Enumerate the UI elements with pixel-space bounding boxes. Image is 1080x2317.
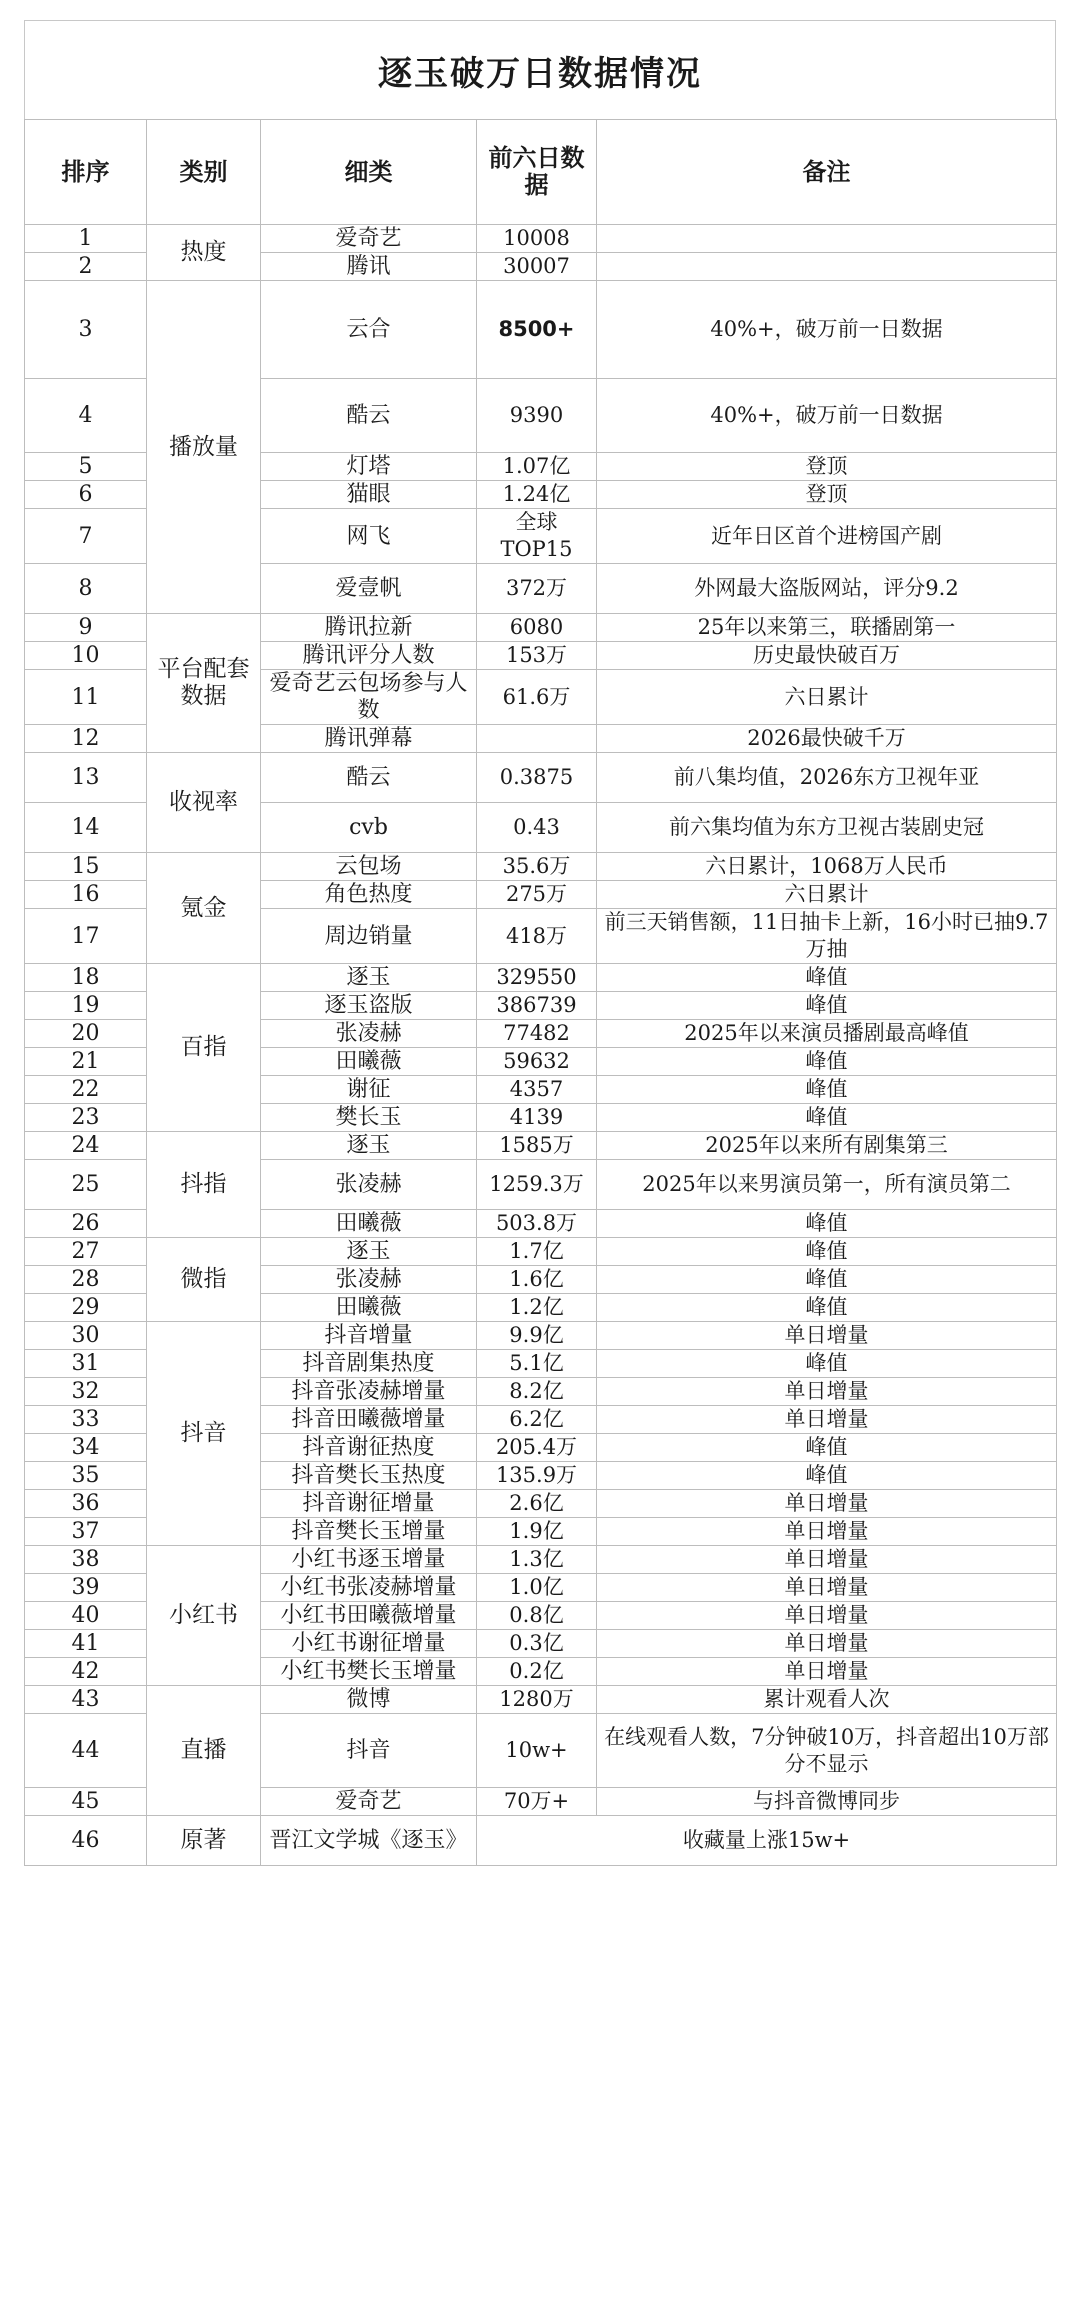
value-cell: 275万	[477, 881, 597, 909]
table-body	[25, 225, 1057, 1866]
note-cell: 前三天销售额，11日抽卡上新，16小时已抽9.7万抽	[597, 909, 1057, 964]
header-six-day-data: 前六日数据	[477, 120, 597, 225]
note-cell: 累计观看人次	[597, 1686, 1057, 1714]
value-cell: 0.3875	[477, 753, 597, 803]
category-cell: 平台配套数据	[147, 614, 261, 753]
note-cell: 单日增量	[597, 1322, 1057, 1350]
rank-cell: 26	[25, 1210, 147, 1238]
table-row	[25, 753, 1057, 803]
value-cell: 4139	[477, 1104, 597, 1132]
rank-cell: 22	[25, 1076, 147, 1104]
subcategory-cell: 云合	[261, 281, 477, 379]
note-cell: 收藏量上涨15w+	[477, 1816, 1057, 1866]
rank-cell: 33	[25, 1406, 147, 1434]
category-cell: 热度	[147, 225, 261, 281]
note-cell: 单日增量	[597, 1378, 1057, 1406]
subcategory-cell: 酷云	[261, 379, 477, 453]
rank-cell: 35	[25, 1462, 147, 1490]
value-cell: 1.6亿	[477, 1266, 597, 1294]
subcategory-cell: 小红书谢征增量	[261, 1630, 477, 1658]
table-row	[25, 1816, 1057, 1866]
note-cell: 单日增量	[597, 1574, 1057, 1602]
note-cell: 单日增量	[597, 1518, 1057, 1546]
subcategory-cell: 爱奇艺云包场参与人数	[261, 670, 477, 725]
rank-cell: 32	[25, 1378, 147, 1406]
table-row	[25, 1546, 1057, 1574]
subcategory-cell: 樊长玉	[261, 1104, 477, 1132]
subcategory-cell: 抖音增量	[261, 1322, 477, 1350]
rank-cell: 4	[25, 379, 147, 453]
rank-cell: 18	[25, 964, 147, 992]
table-row	[25, 281, 1057, 379]
table-row	[25, 1686, 1057, 1714]
rank-cell: 12	[25, 725, 147, 753]
note-cell: 40%+，破万前一日数据	[597, 281, 1057, 379]
note-cell: 峰值	[597, 1294, 1057, 1322]
rank-cell: 30	[25, 1322, 147, 1350]
value-cell: 10w+	[477, 1714, 597, 1788]
subcategory-cell: 抖音樊长玉增量	[261, 1518, 477, 1546]
value-cell: 61.6万	[477, 670, 597, 725]
rank-cell: 38	[25, 1546, 147, 1574]
table-row	[25, 225, 1057, 253]
rank-cell: 29	[25, 1294, 147, 1322]
rank-cell: 16	[25, 881, 147, 909]
value-cell: 386739	[477, 992, 597, 1020]
value-cell: 6.2亿	[477, 1406, 597, 1434]
subcategory-cell: 张凌赫	[261, 1020, 477, 1048]
note-cell: 外网最大盗版网站，评分9.2	[597, 564, 1057, 614]
note-cell: 六日累计	[597, 881, 1057, 909]
rank-cell: 34	[25, 1434, 147, 1462]
rank-cell: 7	[25, 509, 147, 564]
data-sheet	[24, 20, 1056, 1866]
table-row	[25, 1238, 1057, 1266]
subcategory-cell: 田曦薇	[261, 1048, 477, 1076]
value-cell: 1585万	[477, 1132, 597, 1160]
rank-cell: 19	[25, 992, 147, 1020]
subcategory-cell: 腾讯拉新	[261, 614, 477, 642]
note-cell: 峰值	[597, 1048, 1057, 1076]
note-cell: 近年日区首个进榜国产剧	[597, 509, 1057, 564]
rank-cell: 21	[25, 1048, 147, 1076]
value-cell: 1.24亿	[477, 481, 597, 509]
value-cell: 8.2亿	[477, 1378, 597, 1406]
note-cell: 峰值	[597, 1434, 1057, 1462]
data-table	[24, 119, 1057, 1866]
rank-cell: 17	[25, 909, 147, 964]
header-category: 类别	[147, 120, 261, 225]
category-cell: 播放量	[147, 281, 261, 614]
note-cell: 登顶	[597, 481, 1057, 509]
note-cell: 单日增量	[597, 1490, 1057, 1518]
category-cell: 氪金	[147, 853, 261, 964]
value-cell: 6080	[477, 614, 597, 642]
value-cell: 5.1亿	[477, 1350, 597, 1378]
rank-cell: 45	[25, 1788, 147, 1816]
subcategory-cell: 爱奇艺	[261, 225, 477, 253]
value-cell: 205.4万	[477, 1434, 597, 1462]
value-cell: 9390	[477, 379, 597, 453]
value-cell: 1.3亿	[477, 1546, 597, 1574]
category-cell: 小红书	[147, 1546, 261, 1686]
note-cell: 六日累计，1068万人民币	[597, 853, 1057, 881]
subcategory-cell: 张凌赫	[261, 1266, 477, 1294]
note-cell: 峰值	[597, 1266, 1057, 1294]
note-cell: 峰值	[597, 992, 1057, 1020]
category-cell: 抖音	[147, 1322, 261, 1546]
note-cell: 2025年以来男演员第一，所有演员第二	[597, 1160, 1057, 1210]
subcategory-cell: 抖音剧集热度	[261, 1350, 477, 1378]
value-cell: 30007	[477, 253, 597, 281]
value-cell: 59632	[477, 1048, 597, 1076]
value-cell: 70万+	[477, 1788, 597, 1816]
subcategory-cell: 腾讯弹幕	[261, 725, 477, 753]
table-row	[25, 964, 1057, 992]
subcategory-cell: 谢征	[261, 1076, 477, 1104]
rank-cell: 43	[25, 1686, 147, 1714]
value-cell: 77482	[477, 1020, 597, 1048]
rank-cell: 5	[25, 453, 147, 481]
rank-cell: 15	[25, 853, 147, 881]
subcategory-cell: 猫眼	[261, 481, 477, 509]
note-cell: 前八集均值，2026东方卫视年亚	[597, 753, 1057, 803]
note-cell: 单日增量	[597, 1630, 1057, 1658]
subcategory-cell: 微博	[261, 1686, 477, 1714]
rank-cell: 46	[25, 1816, 147, 1866]
subcategory-cell: 灯塔	[261, 453, 477, 481]
subcategory-cell: 小红书樊长玉增量	[261, 1658, 477, 1686]
value-cell: 0.3亿	[477, 1630, 597, 1658]
category-cell: 抖指	[147, 1132, 261, 1238]
rank-cell: 10	[25, 642, 147, 670]
value-cell: 8500+	[477, 281, 597, 379]
note-cell: 在线观看人数，7分钟破10万，抖音超出10万部分不显示	[597, 1714, 1057, 1788]
subcategory-cell: 逐玉	[261, 1238, 477, 1266]
subcategory-cell: 网飞	[261, 509, 477, 564]
rank-cell: 25	[25, 1160, 147, 1210]
subcategory-cell: 抖音田曦薇增量	[261, 1406, 477, 1434]
subcategory-cell: 晋江文学城《逐玉》	[261, 1816, 477, 1866]
category-cell: 直播	[147, 1686, 261, 1816]
header-subcategory: 细类	[261, 120, 477, 225]
subcategory-cell: 逐玉	[261, 964, 477, 992]
subcategory-cell: 抖音樊长玉热度	[261, 1462, 477, 1490]
note-cell: 峰值	[597, 1238, 1057, 1266]
note-cell: 峰值	[597, 1462, 1057, 1490]
subcategory-cell: 酷云	[261, 753, 477, 803]
value-cell: 503.8万	[477, 1210, 597, 1238]
rank-cell: 44	[25, 1714, 147, 1788]
value-cell: 418万	[477, 909, 597, 964]
note-cell	[597, 225, 1057, 253]
rank-cell: 28	[25, 1266, 147, 1294]
category-cell: 收视率	[147, 753, 261, 853]
note-cell: 2025年以来所有剧集第三	[597, 1132, 1057, 1160]
note-cell: 2025年以来演员播剧最高峰值	[597, 1020, 1057, 1048]
note-cell: 单日增量	[597, 1546, 1057, 1574]
value-cell: 1.07亿	[477, 453, 597, 481]
value-cell: 全球TOP15	[477, 509, 597, 564]
subcategory-cell: 田曦薇	[261, 1294, 477, 1322]
rank-cell: 20	[25, 1020, 147, 1048]
note-cell: 2026最快破千万	[597, 725, 1057, 753]
rank-cell: 42	[25, 1658, 147, 1686]
note-cell: 峰值	[597, 1104, 1057, 1132]
note-cell: 峰值	[597, 1076, 1057, 1104]
note-cell: 单日增量	[597, 1602, 1057, 1630]
subcategory-cell: 小红书张凌赫增量	[261, 1574, 477, 1602]
subcategory-cell: 小红书田曦薇增量	[261, 1602, 477, 1630]
rank-cell: 39	[25, 1574, 147, 1602]
rank-cell: 36	[25, 1490, 147, 1518]
rank-cell: 6	[25, 481, 147, 509]
table-row	[25, 1322, 1057, 1350]
note-cell: 与抖音微博同步	[597, 1788, 1057, 1816]
rank-cell: 3	[25, 281, 147, 379]
rank-cell: 8	[25, 564, 147, 614]
subcategory-cell: 小红书逐玉增量	[261, 1546, 477, 1574]
subcategory-cell: 云包场	[261, 853, 477, 881]
value-cell: 35.6万	[477, 853, 597, 881]
subcategory-cell: 腾讯评分人数	[261, 642, 477, 670]
subcategory-cell: 爱奇艺	[261, 1788, 477, 1816]
rank-cell: 41	[25, 1630, 147, 1658]
note-cell: 登顶	[597, 453, 1057, 481]
rank-cell: 24	[25, 1132, 147, 1160]
sheet-title: 逐玉破万日数据情况	[378, 53, 702, 94]
subcategory-cell: 逐玉盗版	[261, 992, 477, 1020]
value-cell: 372万	[477, 564, 597, 614]
rank-cell: 40	[25, 1602, 147, 1630]
table-row	[25, 853, 1057, 881]
note-cell: 单日增量	[597, 1406, 1057, 1434]
value-cell: 135.9万	[477, 1462, 597, 1490]
value-cell: 2.6亿	[477, 1490, 597, 1518]
note-cell: 峰值	[597, 964, 1057, 992]
table-row	[25, 614, 1057, 642]
value-cell: 153万	[477, 642, 597, 670]
subcategory-cell: 爱壹帆	[261, 564, 477, 614]
header-note: 备注	[597, 120, 1057, 225]
title-bar	[24, 20, 1056, 119]
category-cell: 微指	[147, 1238, 261, 1322]
value-cell: 10008	[477, 225, 597, 253]
rank-cell: 37	[25, 1518, 147, 1546]
header-rank: 排序	[25, 120, 147, 225]
note-cell: 历史最快破百万	[597, 642, 1057, 670]
value-cell: 1280万	[477, 1686, 597, 1714]
value-cell: 1.2亿	[477, 1294, 597, 1322]
subcategory-cell: 抖音张凌赫增量	[261, 1378, 477, 1406]
category-cell: 原著	[147, 1816, 261, 1866]
note-cell: 40%+，破万前一日数据	[597, 379, 1057, 453]
rank-cell: 9	[25, 614, 147, 642]
rank-cell: 11	[25, 670, 147, 725]
note-cell	[597, 253, 1057, 281]
subcategory-cell: 周边销量	[261, 909, 477, 964]
value-cell: 329550	[477, 964, 597, 992]
rank-cell: 1	[25, 225, 147, 253]
rank-cell: 23	[25, 1104, 147, 1132]
value-cell: 1.9亿	[477, 1518, 597, 1546]
value-cell: 0.2亿	[477, 1658, 597, 1686]
value-cell	[477, 725, 597, 753]
subcategory-cell: 腾讯	[261, 253, 477, 281]
note-cell: 单日增量	[597, 1658, 1057, 1686]
note-cell: 六日累计	[597, 670, 1057, 725]
subcategory-cell: 抖音谢征热度	[261, 1434, 477, 1462]
value-cell: 9.9亿	[477, 1322, 597, 1350]
note-cell: 25年以来第三，联播剧第一	[597, 614, 1057, 642]
subcategory-cell: 张凌赫	[261, 1160, 477, 1210]
value-cell: 0.8亿	[477, 1602, 597, 1630]
table-row	[25, 1132, 1057, 1160]
rank-cell: 14	[25, 803, 147, 853]
rank-cell: 27	[25, 1238, 147, 1266]
value-cell: 0.43	[477, 803, 597, 853]
subcategory-cell: 逐玉	[261, 1132, 477, 1160]
value-cell: 1259.3万	[477, 1160, 597, 1210]
value-cell: 4357	[477, 1076, 597, 1104]
note-cell: 前六集均值为东方卫视古装剧史冠	[597, 803, 1057, 853]
note-cell: 峰值	[597, 1210, 1057, 1238]
note-cell: 峰值	[597, 1350, 1057, 1378]
header-row	[25, 120, 1057, 225]
subcategory-cell: 抖音谢征增量	[261, 1490, 477, 1518]
category-cell: 百指	[147, 964, 261, 1132]
subcategory-cell: 田曦薇	[261, 1210, 477, 1238]
rank-cell: 2	[25, 253, 147, 281]
rank-cell: 13	[25, 753, 147, 803]
subcategory-cell: 抖音	[261, 1714, 477, 1788]
value-cell: 1.0亿	[477, 1574, 597, 1602]
rank-cell: 31	[25, 1350, 147, 1378]
value-cell: 1.7亿	[477, 1238, 597, 1266]
subcategory-cell: cvb	[261, 803, 477, 853]
subcategory-cell: 角色热度	[261, 881, 477, 909]
